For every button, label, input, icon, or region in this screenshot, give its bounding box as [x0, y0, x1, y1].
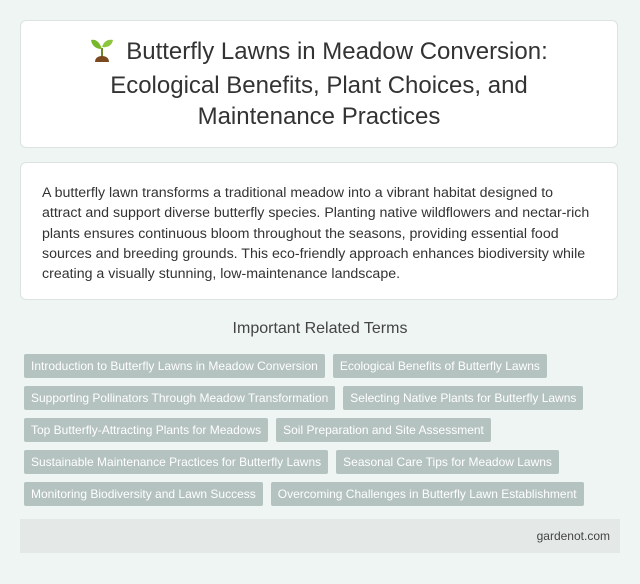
related-term-tag[interactable]: Monitoring Biodiversity and Lawn Success — [24, 482, 263, 506]
related-term-tag[interactable]: Top Butterfly-Attracting Plants for Meadows — [24, 418, 268, 442]
related-term-tag[interactable]: Overcoming Challenges in Butterfly Lawn Establishment — [271, 482, 584, 506]
description-text: A butterfly lawn transforms a traditional meadow into a vibrant habitat designed to attract and support diverse butterfly species. Planting native wildflowers and nectar-rich plants ensures continuous bloom throughout the seasons, providing essential food sources and breeding grounds. This eco-friendly approach enhances biodiversity while creating a visually stunning, low-maintenance landscape. — [42, 185, 590, 283]
seedling-icon — [90, 36, 114, 70]
related-term-tag[interactable]: Seasonal Care Tips for Meadow Lawns — [336, 450, 559, 474]
related-term-tag[interactable]: Ecological Benefits of Butterfly Lawns — [333, 354, 547, 378]
related-term-tag[interactable]: Supporting Pollinators Through Meadow Transformation — [24, 386, 335, 410]
title-text: Butterfly Lawns in Meadow Conversion: Ecological Benefits, Plant Choices, and Maintenance Practices — [110, 38, 548, 130]
related-term-tag[interactable]: Sustainable Maintenance Practices for Butterfly Lawns — [24, 450, 328, 474]
related-term-tag[interactable]: Selecting Native Plants for Butterfly Lawns — [343, 386, 583, 410]
related-terms-list — [24, 354, 624, 506]
related-term-tag[interactable]: Introduction to Butterfly Lawns in Meadow Conversion — [24, 354, 325, 378]
related-term-tag[interactable]: Soil Preparation and Site Assessment — [276, 418, 491, 442]
page-title — [21, 36, 617, 132]
description-card — [20, 162, 618, 300]
footer — [20, 519, 620, 553]
footer-site-link[interactable]: gardenot.com — [536, 529, 610, 543]
related-terms-heading: Important Related Terms — [232, 320, 408, 337]
title-card — [20, 20, 618, 148]
